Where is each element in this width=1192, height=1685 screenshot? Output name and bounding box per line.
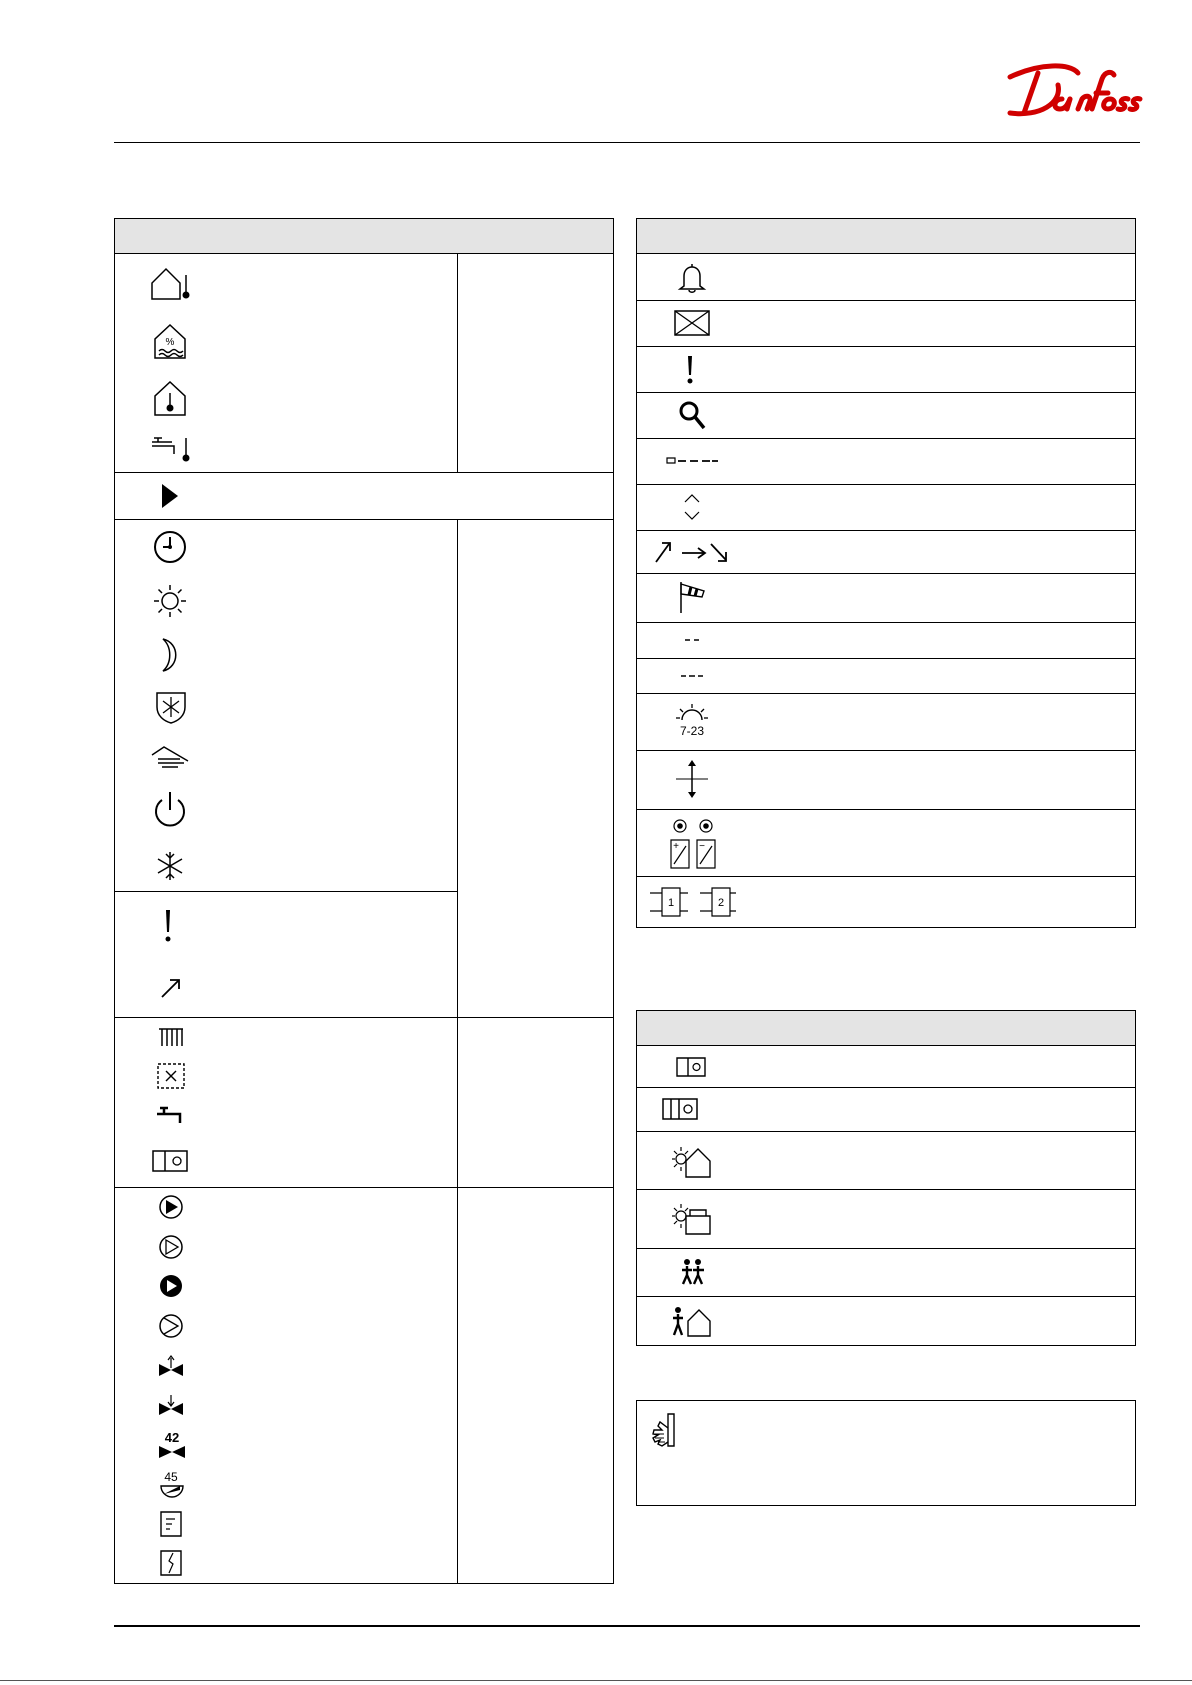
controller-small-icon [676, 1057, 706, 1077]
svg-text:%: % [165, 337, 175, 348]
triple-dash-icon [680, 672, 704, 680]
danfoss-logo [1000, 55, 1145, 125]
sun-icon [152, 583, 188, 619]
left-table-column-divider [457, 254, 458, 472]
battery-minus-sign: − [699, 841, 705, 852]
left-row-divider [115, 519, 613, 520]
page-edge-rule [0, 1680, 1192, 1681]
left-row-divider [115, 891, 457, 892]
top-rule [114, 142, 1140, 143]
note-box [636, 1400, 1136, 1506]
left-table-column-divider [457, 519, 458, 1017]
left-row-divider [115, 1017, 613, 1018]
left-symbol-table [114, 218, 614, 1584]
radiator-icon [158, 1026, 184, 1048]
module-label-1: 1 [667, 897, 675, 909]
trend-arrows-icon [652, 538, 732, 566]
floor-heating-icon [156, 1062, 186, 1090]
hand-icon [150, 743, 192, 769]
right-row-divider [637, 346, 1135, 347]
actuator-icon [158, 1470, 186, 1500]
power-icon [152, 790, 188, 830]
clock-icon [152, 529, 188, 565]
actuator-value: 45 [164, 1470, 178, 1484]
right-row-divider [637, 876, 1135, 877]
valve-close-icon [158, 1393, 184, 1417]
frost-shield-icon [154, 689, 188, 725]
snowflake-icon [154, 850, 186, 882]
exclamation-icon [162, 908, 174, 944]
tap-icon [156, 1105, 186, 1125]
play-triangle-icon [160, 483, 180, 509]
valve-open-icon [158, 1354, 184, 1378]
envelope-icon [674, 310, 710, 336]
battery-plus-sign: + [673, 841, 679, 852]
exclamation-icon [684, 354, 696, 386]
right-table-header [637, 219, 1135, 254]
dashed-line-icon [666, 455, 720, 467]
right-row-divider [637, 1131, 1135, 1132]
right-row-divider [637, 693, 1135, 694]
door-icon [160, 1550, 182, 1576]
right-row-divider [637, 622, 1135, 623]
right-row-divider [637, 438, 1135, 439]
module-pair-icon [648, 884, 736, 920]
right-row-divider [637, 1296, 1135, 1297]
left-table-column-divider [457, 1017, 458, 1584]
bell-icon [676, 262, 708, 294]
right-row-divider [637, 1189, 1135, 1190]
bottom-rule [114, 1625, 1140, 1627]
right-row-divider [637, 484, 1135, 485]
sun-building-icon [670, 1202, 712, 1236]
right-row-divider [637, 750, 1135, 751]
magnifier-icon [678, 400, 706, 430]
sun-schedule-label: 7-23 [679, 724, 705, 738]
diagonal-arrow-icon [160, 977, 182, 999]
right-row-divider [637, 300, 1135, 301]
house-humidity-icon [152, 322, 188, 360]
right-row-divider [637, 809, 1135, 810]
right-row-divider [637, 658, 1135, 659]
pump-filled-icon [158, 1273, 184, 1299]
controller-icon [152, 1150, 188, 1172]
valve-position-value: 42 [164, 1430, 180, 1445]
hand-note-icon [650, 1412, 678, 1448]
right-row-divider [637, 530, 1135, 531]
person-house-icon [672, 1306, 712, 1338]
left-row-divider [115, 472, 613, 473]
pump-off-icon [158, 1234, 184, 1260]
pump-on-icon [158, 1194, 184, 1220]
valve-position-icon [158, 1430, 186, 1460]
right-row-divider [637, 1248, 1135, 1249]
left-table-header [115, 219, 613, 254]
right-row-divider [637, 1087, 1135, 1088]
house-inner-thermometer-icon [152, 379, 188, 417]
right-row-divider [637, 392, 1135, 393]
up-down-arrow-icon [674, 758, 710, 800]
controller-wide-icon [662, 1098, 698, 1120]
left-row-divider [115, 1187, 613, 1188]
sun-house-icon [670, 1143, 712, 1179]
windsock-icon [678, 580, 708, 614]
document-icon [160, 1511, 182, 1537]
house-thermometer-icon [148, 265, 194, 301]
right-table-2-header [637, 1011, 1135, 1046]
moon-icon [158, 637, 182, 673]
right-row-divider [637, 573, 1135, 574]
battery-pair-icon [668, 818, 718, 870]
tap-thermometer-icon [150, 434, 194, 464]
sun-schedule-icon [674, 702, 710, 740]
pump-outline-icon [158, 1313, 184, 1339]
people-icon [680, 1258, 706, 1286]
double-dash-icon [684, 636, 700, 644]
up-down-chevrons-icon [682, 492, 702, 522]
module-label-2: 2 [717, 897, 725, 909]
